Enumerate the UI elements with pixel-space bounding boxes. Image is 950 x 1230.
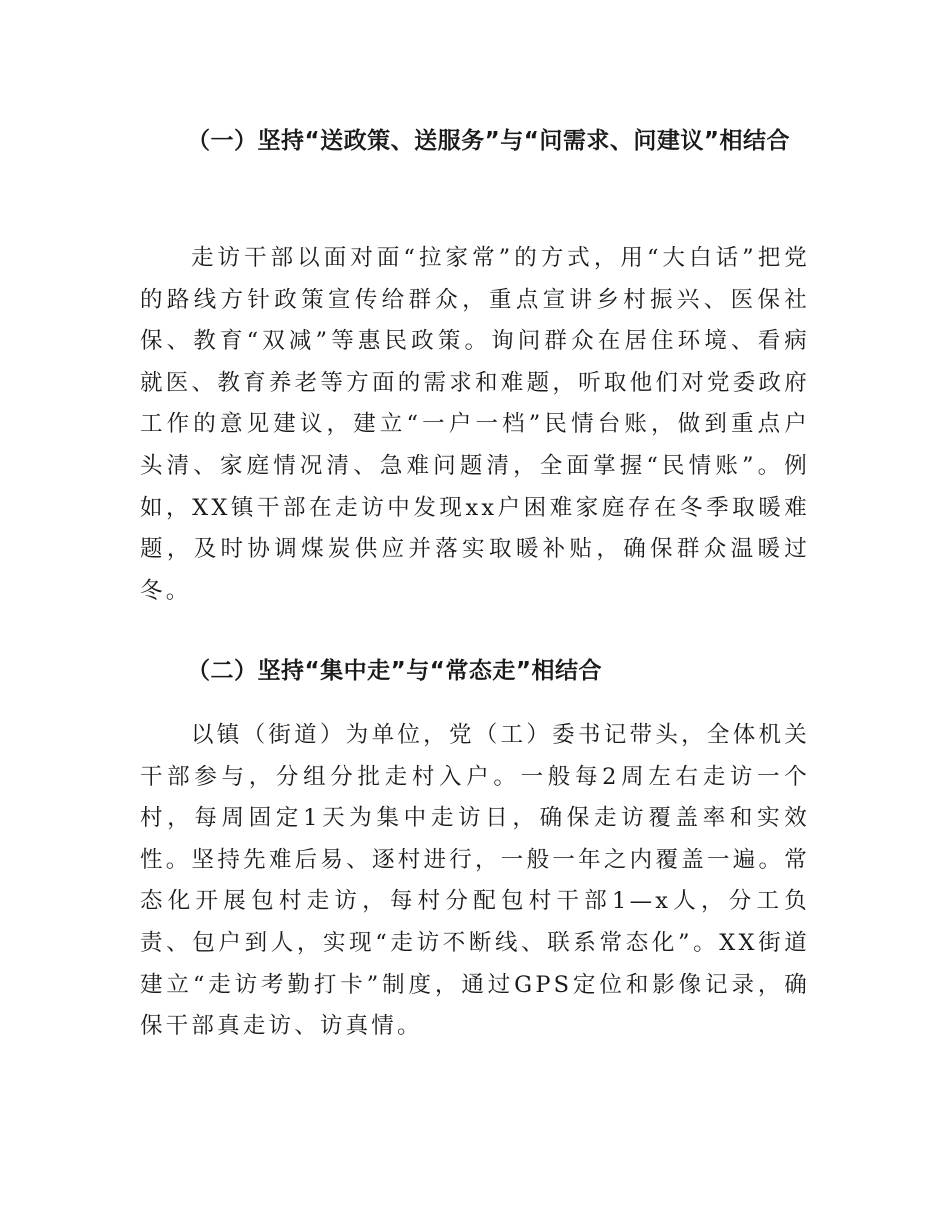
section-heading-2: （二）坚持“集中走”与“常态走”相结合 [187,658,602,684]
section-paragraph-2: 以镇（街道）为单位，党（工）委书记带头，全体机关干部参与，分组分批走村入户。一般每2周左右走访一个村，每周固定1天为集中走访日，确保走访覆盖率和实效性。坚持先难后易、逐村进行，一般一年之内覆盖一遍。常态化开展包村走访，每村分配包村干部1—x人，分工负责、包户到人，实现“走访不断线、联系常态化”。XX街道建立“走访考勤打卡”制度，通过GPS定位和影像记录，确保干部真走访、访真情。 [140,722,810,1040]
section-paragraph-1: 走访干部以面对面“拉家常”的方式，用“大白话”把党的路线方针政策宣传给群众，重点宣讲乡村振兴、医保社保、教育“双减”等惠民政策。询问群众在居住环境、看病就医、教育养老等方面的需求和难题，听取他们对党委政府工作的意见建议，建立“一户一档”民情台账，做到重点户头清、家庭情况清、急难问题清，全面掌握“民情账”。例如，XX镇干部在走访中发现xx户困难家庭存在冬季取暖难题，及时协调煤炭供应并落实取暖补贴，确保群众温暖过冬。 [140,245,810,604]
section-heading-1: （一）坚持“送政策、送服务”与“问需求、问建议”相结合 [187,128,790,154]
